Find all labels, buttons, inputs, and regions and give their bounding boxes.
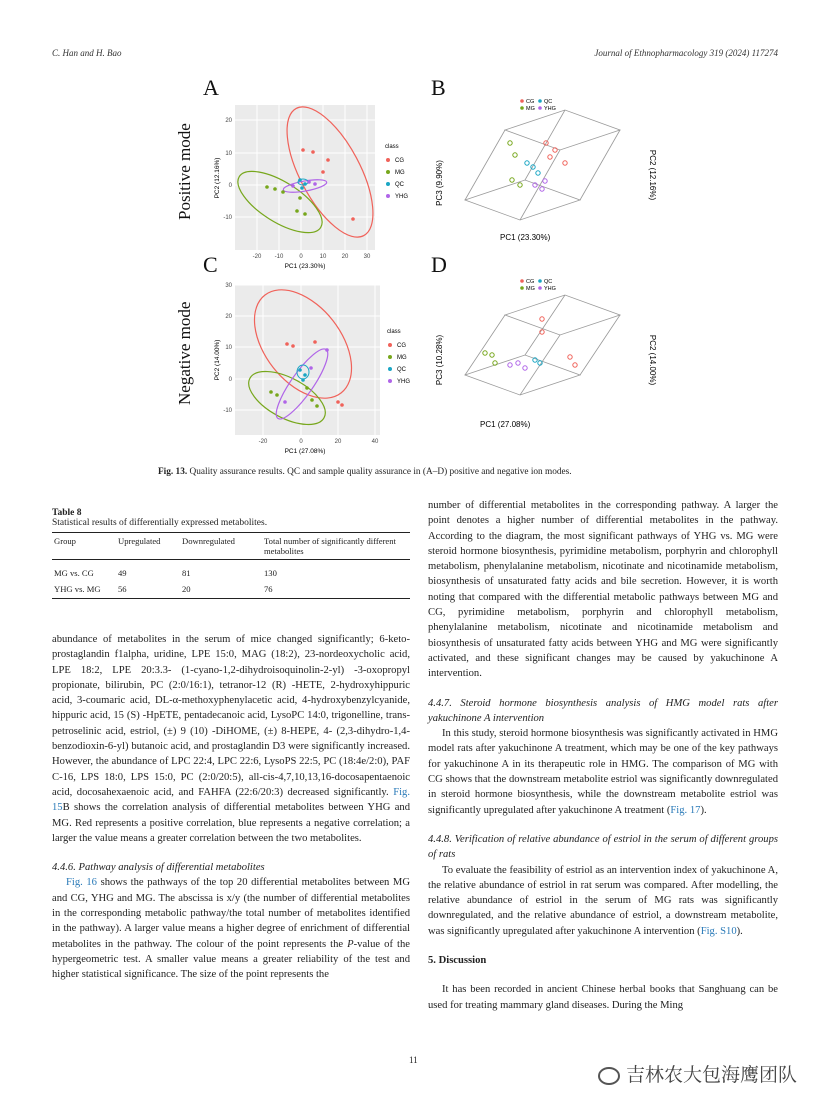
caption-text: Quality assurance results. QC and sample quality assurance in (A–D) positive and negative ion modes. [189, 467, 572, 477]
y-axis-label: PC2 (14.00%) [214, 339, 221, 381]
xtick: 40 [371, 439, 379, 445]
panel-label-c: C [203, 252, 218, 277]
legend-item: YHG [397, 379, 411, 385]
table-header-row [52, 533, 410, 560]
paragraph-text: ). [736, 925, 743, 937]
section-heading: 5. Discussion [428, 955, 487, 967]
x-axis-label: PC1 (23.30%) [284, 263, 326, 270]
xtick: -20 [258, 439, 268, 445]
table-header: Downregulated [182, 536, 235, 546]
xtick: 10 [319, 254, 327, 260]
x-ticks-a [253, 254, 371, 260]
paragraph-text: In this study, steroid hormone biosynthesis was significantly activated in HMG model rats after yakuchinone A treatment, which may be one of the key pathways for yakuchinone A in its therapeutic role in HMG. The comparison of MG with CG shows that the downstream metabolite estriol was significantly downregulated in steroid hormone biosynthesis, while the downstream metabolite estriol was significantly upregulated after yakuchinone A treatment ( [428, 728, 778, 816]
y-axis-label: PC3 (9.90%) [435, 160, 444, 206]
table-header: Upregulated [118, 536, 161, 546]
xtick: 30 [363, 254, 371, 260]
paragraph [52, 632, 410, 846]
y-ticks-a [223, 118, 232, 221]
paragraph-text: shows the correlation analysis of differential metabolites between YHG and MG. Red represents a positive correlation, blue represents a negative correlation; a larger the value means a greater correlation between the two metabolites. [52, 802, 410, 844]
legend-item: YHG [544, 106, 556, 112]
panel-label-b: B [431, 75, 446, 100]
watermark-text: 吉林农大包海鹰团队 [626, 1064, 798, 1086]
panel-label-a: A [203, 75, 219, 100]
y-axis-label: PC3 (10.28%) [435, 334, 444, 386]
legend-title: class [385, 144, 399, 150]
journal-citation: Journal of Ethnopharmacology 319 (2024) 117274 [594, 48, 778, 58]
y-axis-label: PC2 (12.16%) [214, 157, 221, 199]
paragraph-text: -value of the hypergeometric test. A smaller value means a greater reliability of the test and higher statistical significance. The size of the point represents the [52, 938, 410, 981]
section-heading: 4.4.7. Steroid hormone biosynthesis analysis of HMG model rats after yakuchinone A intervention [428, 697, 778, 724]
legend-item: MG [395, 170, 405, 176]
ytick: 20 [225, 314, 232, 320]
xtick: 0 [299, 254, 303, 260]
legend-item: CG [526, 279, 535, 285]
legend-b [520, 99, 556, 112]
legend-item: CG [526, 99, 535, 105]
legend-item: QC [395, 182, 404, 188]
table-subtitle: Statistical results of differentially expressed metabolites. [52, 518, 268, 528]
ytick: -10 [223, 408, 232, 414]
table-cell: 20 [182, 584, 191, 594]
pca-panel-c [205, 280, 425, 460]
fig17-link[interactable]: Fig. 17 [670, 804, 701, 816]
paragraph [428, 726, 778, 818]
running-author: C. Han and H. Bao [52, 48, 122, 58]
legend-item: MG [526, 106, 535, 112]
legend-item: MG [397, 355, 407, 361]
x-ticks-c [259, 439, 379, 445]
paragraph: It has been recorded in ancient Chinese herbal books that Sanghuang can be used for treating mammary gland diseases. During the Ming [428, 984, 778, 1011]
xtick: -10 [274, 254, 284, 260]
section-heading: 4.4.8. Verification of relative abundance of estriol in the serum of different groups of rats [428, 833, 778, 861]
table-row [52, 560, 410, 582]
table-cell: MG vs. CG [54, 568, 94, 578]
legend-item: QC [544, 279, 553, 285]
table-cell: YHG vs. MG [54, 584, 101, 594]
ytick: -10 [223, 215, 232, 221]
panel-label-d: D [431, 252, 447, 277]
xtick: -20 [252, 254, 262, 260]
figure-caption [158, 467, 572, 477]
fig16-link[interactable]: Fig. 16 [66, 877, 97, 889]
fig15-link[interactable]: Fig. 15 [52, 786, 410, 814]
xtick: 0 [299, 439, 303, 445]
left-column [52, 632, 410, 983]
legend-title: class [387, 329, 401, 335]
legend-item: YHG [395, 194, 409, 200]
watermark [598, 1060, 797, 1087]
page-number: 11 [409, 1055, 418, 1065]
y-ticks-c [223, 283, 232, 414]
positive-mode-label: Positive mode [175, 123, 194, 220]
legend-item: QC [397, 367, 406, 373]
paragraph-text: To evaluate the feasibility of estriol as an intervention index of yakuchinone A, the relative abundance of estriol in rat serum was compared. After modelling, the relative abundance of estriol in the serum of MG rats was significantly downregulated, and the relative abundance of estriol, a downstream metabolite, was significantly upregulated after yakuchinone A intervention ( [428, 864, 778, 937]
fig15-panel: B [62, 802, 70, 814]
legend-item: CG [395, 158, 404, 164]
x-axis-label: PC1 (23.30%) [500, 233, 551, 242]
ytick: 20 [225, 118, 232, 124]
italic-p: P [347, 938, 354, 950]
table-cell: 49 [118, 568, 127, 578]
table-header: Group [54, 536, 76, 546]
z-axis-label: PC2 (12.16%) [648, 149, 657, 201]
right-column [428, 498, 778, 1013]
paragraph: number of differential metabolites in the corresponding pathway. A larger the point denotes a higher number of differential metabolites in the pathway. According to the diagram, the most significant pathways of YHG vs. MG were steroid hormone biosynthesis, pyrimidine metabolism, porphyrin and chlorophyll metabolism, phenylalanine metabolism, nicotinate and nicotinamide metabolism, biosynthesis of unsaturated fatty acids and bile secretion. However, it is worth noting that compared with the differential metabolic pathways between MG and CG, pyrimidine metabolism, porphyrin and chlorophyll metabolism, phenylalanine metabolism, nicotinate and nicotinamide metabolism and biosynthesis of unsaturated fatty acids between YHG and MG were significantly activated, and these significant changes may be caused by yakuchinone A intervention. [428, 500, 778, 680]
ytick: 30 [225, 283, 232, 289]
data-table [52, 532, 410, 599]
xtick: 20 [341, 254, 349, 260]
table-cell: 130 [264, 568, 277, 578]
legend-item: MG [526, 286, 535, 292]
pca-panel-a [205, 100, 425, 275]
z-axis-label: PC2 (14.00%) [648, 334, 657, 386]
paragraph-text: abundance of metabolites in the serum of mice changed significantly; 6-keto-prostaglandin f1alpha, uridine, LPE 15:0, MAG (18:2), 23-nordeoxycholic acid, LPE 18:2, LPE 20:3.3- (1-cyano-1,2-dihydroisoquinolin-2-yl) -3-oxopropyl propionate, bilirubin, PC (2:0/16:1), tetranor-12 (R) -HETE, 2-hydroxyhippuric acid, 3-coumaric acid, DL-α-methoxyphenylacetic acid, 4-hydroxybenzylcyanide, hippuric acid, 15 (S) -HpETE, pentadecanoic acid, LysoPC 14:0, trigonelline, trans-petroselinic acid, estriol, (±) 9 (10) -DiHOME, (±) 8-HEPE, 4- (2,3-dihydro-1,4-benzodioxin-6-yl) butanoic acid, and prostaglandin D3 were significantly increased. However, the abundance of LPC 22:4, LPC 22:6, LysoPS 22:5, PC (18:4e/2:0), PAF C-16, LPS 18:0, LPS 15:0, PC (2:0/20:5), all-cis-4,7,10,13,16-docosapentaenoic acid, docosahexaenoic acid, and FAHFA (22:6/20:3) decreased significantly. [52, 634, 410, 798]
caption-number: Fig. 13. [158, 467, 188, 477]
ytick: 0 [228, 183, 232, 189]
wechat-icon [598, 1067, 620, 1085]
table-8 [52, 508, 410, 599]
paragraph-text: shows the pathways of the top 20 differential metabolites between MG and CG, YHG and MG. The abscissa is x/y (the number of differential metabolites in the corresponding metabolic pathway/the total number of metabolites identified in the pathway). A larger value means a higher degree of enrichment of differential metabolites in the pathway. The colour of the point represents the [52, 877, 410, 950]
table-cell: 76 [264, 584, 273, 594]
table-cell: 56 [118, 584, 127, 594]
x-axis-label: PC1 (27.08%) [480, 420, 531, 429]
legend-item: YHG [544, 286, 556, 292]
figs10-link[interactable]: Fig. S10 [700, 925, 737, 937]
negative-mode-label: Negative mode [175, 301, 194, 405]
table-cell: 81 [182, 568, 191, 578]
table-row [52, 581, 410, 599]
paragraph-text: ). [700, 804, 707, 816]
xtick: 20 [334, 439, 342, 445]
legend-item: CG [397, 343, 406, 349]
x-axis-label: PC1 (27.08%) [284, 448, 326, 455]
section-heading: 4.4.6. Pathway analysis of differential metabolites [52, 862, 265, 874]
pca-3d-panel-b [430, 95, 660, 255]
ytick: 10 [225, 151, 232, 157]
paragraph [428, 863, 778, 939]
pca-3d-panel-d [430, 275, 660, 435]
table-header: Total number of significantly different metabolites [264, 536, 396, 556]
paragraph [52, 875, 410, 982]
ytick: 10 [225, 345, 232, 351]
table-title: Table 8 [52, 508, 82, 518]
legend-item: QC [544, 99, 553, 105]
ytick: 0 [228, 377, 232, 383]
legend-d [520, 279, 556, 292]
